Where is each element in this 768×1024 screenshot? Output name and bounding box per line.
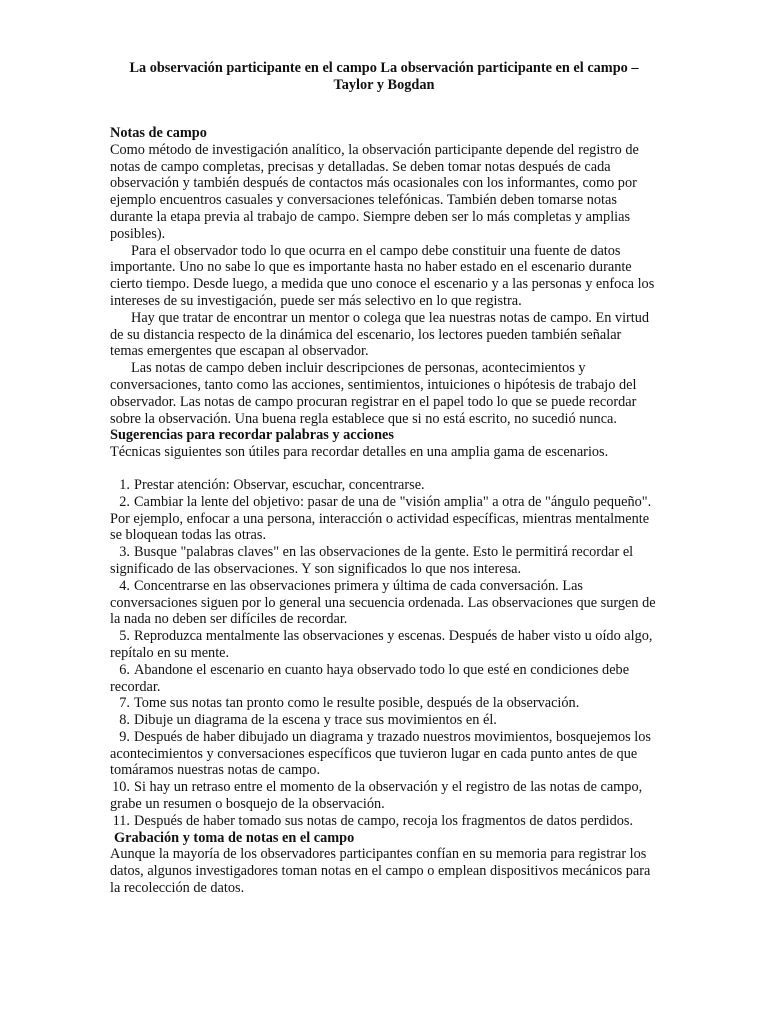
list-item-text: Tome sus notas tan pronto como le resulte posible, después de la observación. [134, 695, 580, 712]
document-title: La observación participante en el campo La observación participante en el campo – Taylor y Bogdan [129, 60, 639, 93]
tips-list [110, 477, 658, 830]
list-item [110, 695, 658, 712]
section-notas-de-campo [110, 125, 658, 427]
list-item-text: Después de haber dibujado un diagrama y trazado nuestros movimientos, bosquejemos los acontecimientos y conversaciones específicos que tuvieron lugar en cada punto antes de que tomáramos nuestras notas de campo. [110, 728, 651, 779]
list-item [110, 477, 658, 494]
list-item-text: Si hay un retraso entre el momento de la observación y el registro de las notas de campo, grabe un resumen o bosquejo de la observación. [110, 779, 643, 813]
list-item-number: 8. [119, 712, 130, 729]
list-item [110, 662, 658, 696]
paragraph: Las notas de campo deben incluir descripciones de personas, acontecimientos y conversaciones, tanto como las acciones, sentimientos, intuiciones o hipótesis de trabajo del observador. Las notas de campo procuran registrar en el papel todo lo que se puede recordar sobre la observación. Una buena regla establece que si no está escrito, no sucedió nunca. [110, 360, 637, 427]
list-item-number: 9. [119, 728, 130, 745]
list-item-text: Dibuje un diagrama de la escena y trace sus movimientos en él. [134, 712, 497, 729]
list-item-text: Cambiar la lente del objetivo: pasar de una de "visión amplia" a otra de "ángulo pequeño". Por ejemplo, enfocar a una persona, interacción o actividad específicas, mientras mentalmente se bloquean todas las otras. [110, 493, 652, 544]
list-item-number: 6. [119, 661, 130, 678]
paragraph: Aunque la mayoría de los observadores participantes confían en su memoria para registrar los datos, algunos investigadores toman notas en el campo o emplean dispositivos mecánicos para la recolección de datos. [110, 846, 651, 897]
list-item-number: 2. [119, 493, 130, 510]
list-item-text: Concentrarse en las observaciones primera y última de cada conversación. Las conversaciones siguen por lo general una secuencia ordenada. Las observaciones que surgen de la nada no deben ser difíciles de recordar. [110, 577, 656, 628]
list-item [110, 729, 658, 779]
list-item-number: 10. [112, 779, 130, 796]
list-item [110, 779, 658, 813]
list-item [110, 494, 658, 544]
list-item-number: 4. [119, 577, 130, 594]
list-item [110, 813, 658, 830]
list-item-number: 1. [119, 476, 130, 493]
paragraph: Para el observador todo lo que ocurra en el campo debe constituir una fuente de datos importante. Uno no sabe lo que es importante hasta no haber estado en el escenario durante cierto tiempo. Desde luego, a medida que uno conoce el escenario y a las personas y enfoca los intereses de su investigación, puede ser más selectivo en lo que registra. [110, 242, 655, 309]
paragraph: Como método de investigación analítico, la observación participante depende del registro de notas de campo completas, precisas y detalladas. Se deben tomar notas después de cada observación y también después de contactos más ocasionales con los informantes, como por ejemplo encuentros casuales y conversaciones telefónicas. También deben tomarse notas durante la etapa previa al trabajo de campo. Siempre deben ser lo más completas y amplias posibles). [110, 141, 639, 242]
list-item-number: 7. [119, 695, 130, 712]
section-intro: Técnicas siguientes son útiles para recordar detalles en una amplia gama de escenarios. [110, 444, 609, 461]
section-grabacion [110, 830, 658, 897]
list-item [110, 628, 658, 662]
section-heading: Sugerencias para recordar palabras y acciones [110, 427, 394, 444]
list-item-text: Busque "palabras claves" en las observaciones de la gente. Esto le permitirá recordar el significado de las observaciones. Y son significados lo que nos interesa. [110, 544, 634, 577]
list-item-text: Reproduzca mentalmente las observaciones y escenas. Después de haber visto u oído algo, repítalo en su mente. [110, 628, 653, 661]
list-item-text: Después de haber tomado sus notas de campo, recoja los fragmentos de datos perdidos. [134, 812, 634, 829]
list-item [110, 544, 658, 578]
list-item-number: 11. [112, 812, 130, 829]
list-item [110, 712, 658, 729]
list-item-number: 3. [119, 544, 130, 561]
list-item-number: 5. [119, 628, 130, 645]
section-heading: Notas de campo [110, 125, 207, 141]
list-item [110, 578, 658, 628]
list-item-text: Prestar atención: Observar, escuchar, concentrarse. [134, 476, 425, 493]
section-heading: Grabación y toma de notas en el campo [114, 829, 355, 846]
list-item-text: Abandone el escenario en cuanto haya observado todo lo que esté en condiciones debe recordar. [110, 661, 630, 695]
paragraph: Hay que tratar de encontrar un mentor o colega que lea nuestras notas de campo. En virtud de su distancia respecto de la dinámica del escenario, los lectores pueden también señalar temas emergentes que escapan al observador. [110, 309, 650, 360]
section-sugerencias [110, 427, 658, 829]
